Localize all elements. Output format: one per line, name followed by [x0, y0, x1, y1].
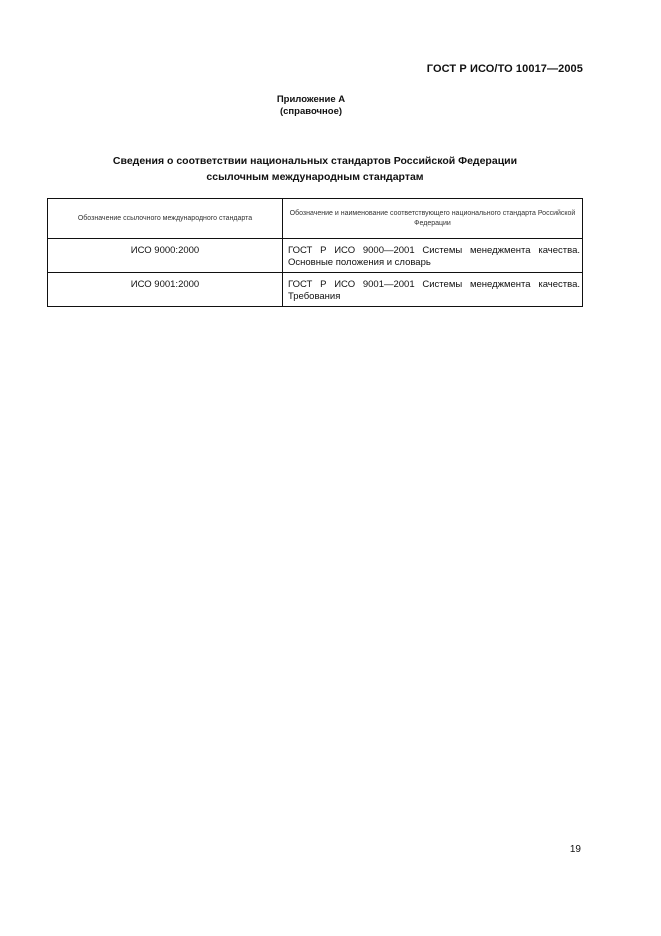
- appendix-title: Приложение А: [276, 94, 346, 105]
- table-header-row: [48, 199, 583, 239]
- international-standard-cell: ИСО 9001:2000: [48, 273, 283, 307]
- table-row: [48, 273, 583, 307]
- table-row: [48, 239, 583, 273]
- international-standard-cell: ИСО 9000:2000: [48, 239, 283, 273]
- document-title-line-1: Сведения о соответствии национальных стандартов Российской Федерации: [112, 155, 518, 167]
- appendix-kind: (справочное): [279, 106, 343, 117]
- standard-code-header: ГОСТ Р ИСО/ТО 10017—2005: [426, 63, 583, 75]
- page-number: 19: [569, 844, 581, 855]
- appendix-heading: [0, 94, 622, 118]
- national-standard-cell: ГОСТ Р ИСО 9001—2001 Системы менеджмента качества. Требования: [283, 273, 583, 307]
- column-header-international: Обозначение ссылочного международного стандарта: [48, 199, 283, 239]
- national-standard-cell: ГОСТ Р ИСО 9000—2001 Системы менеджмента качества. Основные положения и словарь: [283, 239, 583, 273]
- document-title-line-2: ссылочным международным стандартам: [206, 171, 424, 183]
- column-header-national: Обозначение и наименование соответствующего национального стандарта Российской Федерации: [283, 199, 583, 239]
- standards-correspondence-table: [47, 198, 583, 307]
- document-title: [0, 153, 630, 185]
